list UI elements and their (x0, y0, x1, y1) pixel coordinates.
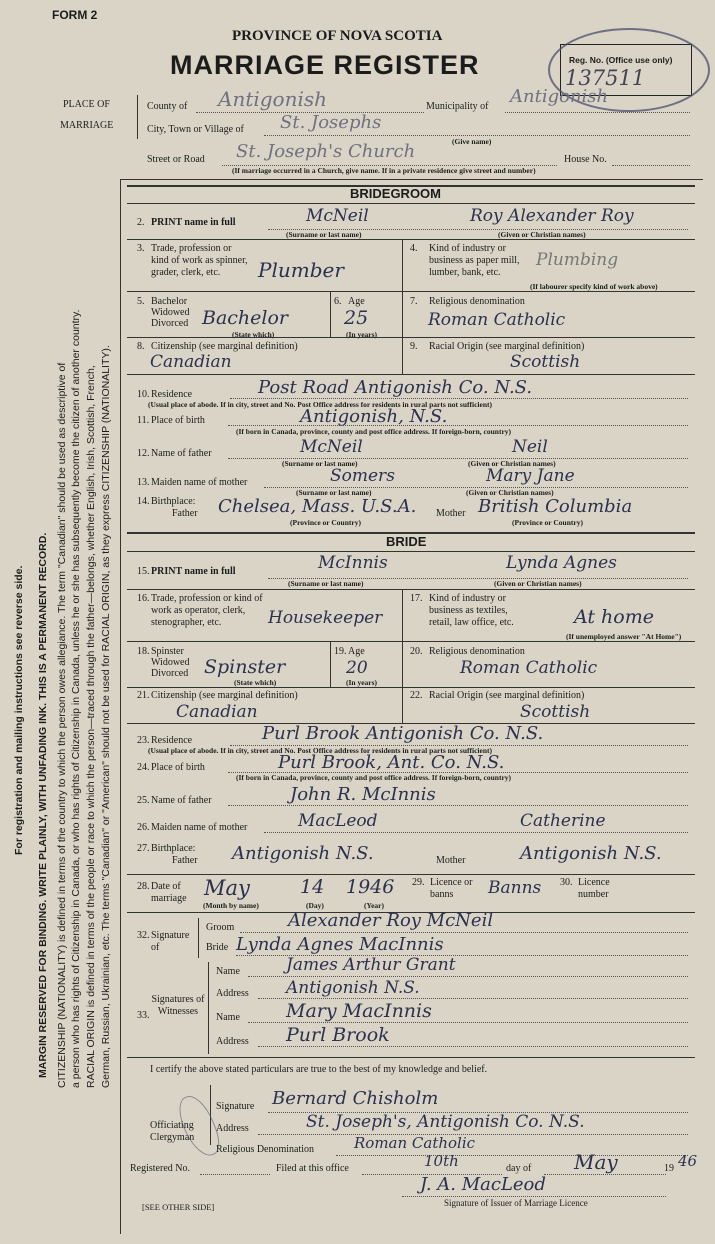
m-w1-addr-label: Address (216, 988, 249, 999)
g-n6: 6. (334, 296, 342, 307)
g-given: Roy Alexander Roy (470, 206, 634, 226)
m-w1-addr-line (258, 998, 688, 999)
m-clergy-addr: St. Joseph's, Antigonish Co. N.S. (306, 1112, 585, 1132)
b-father-birth: Antigonish N.S. (232, 843, 374, 864)
g-trade-label: Trade, profession or kind of work as spinner, grader, clerk, etc. (151, 243, 248, 278)
m-bride-label: Bride (206, 942, 229, 953)
g-trade: Plumber (258, 258, 344, 282)
g-n3: 3. (137, 243, 145, 254)
m-signature-label: Signature of (151, 930, 190, 953)
rule (402, 589, 403, 641)
house-line (612, 165, 690, 166)
m-filed-year: 46 (678, 1152, 698, 1170)
g-religion-label: Religious denomination (429, 296, 525, 307)
city-label: City, Town or Village of (147, 124, 244, 135)
b-racial: Scottish (520, 702, 591, 722)
b-n26: 26. (137, 822, 150, 833)
margin-line-6: German, Russian, Ukrainian, etc. The terms "Canadian" or "American" should not be used for RACIAL ORIGIN, as they express CITIZENSHIP (NATIONALITY). (100, 345, 112, 1088)
b-n18: 18. (137, 646, 150, 657)
city-line (264, 135, 690, 136)
m-registered-line (200, 1174, 270, 1175)
m-w2-name-label: Name (216, 1012, 240, 1023)
m-bride-sig: Lynda Agnes MacInnis (236, 934, 444, 955)
m-clergy-sig: Bernard Chisholm (272, 1088, 439, 1109)
m-issuer-line (402, 1196, 666, 1197)
b-n21: 21. (137, 690, 150, 701)
b-surname: McInnis (318, 553, 388, 573)
m-month-hint: (Month by name) (203, 901, 259, 910)
b-birth-label: Place of birth (151, 762, 205, 773)
rule (127, 687, 695, 688)
m-n28: 28. (137, 881, 150, 892)
g-mother-surname-hint: (Surname or last name) (296, 488, 372, 497)
b-trade-label: Trade, profession or kind of work as operator, clerk, stenographer, etc. (151, 593, 263, 628)
bride-heading: BRIDE (386, 534, 427, 549)
b-industry: At home (574, 606, 654, 628)
m-day-of: day of (506, 1163, 532, 1174)
g-citizenship: Canadian (150, 352, 232, 372)
b-mother-birth: Antigonish N.S. (520, 843, 662, 864)
g-n14: 14. (137, 496, 150, 507)
b-years-hint: (In years) (346, 678, 378, 687)
m-w2-addr-label: Address (216, 1036, 249, 1047)
g-birth-line (228, 425, 688, 426)
rule (402, 291, 403, 337)
g-father-surname: McNeil (300, 437, 363, 457)
b-mother-surname: MacLeod (298, 811, 378, 831)
m-denom-line (336, 1155, 688, 1156)
b-n15: 15. (137, 566, 150, 577)
bridegroom-bottom-rule (127, 203, 695, 204)
street-value: St. Joseph's Church (236, 141, 416, 162)
m-n29: 29. (412, 877, 425, 888)
g-father-word: Father (172, 508, 198, 519)
g-mother-given: Mary Jane (486, 466, 575, 486)
street-label: Street or Road (147, 154, 205, 165)
rule (402, 337, 403, 374)
g-state-hint: (State which) (232, 330, 275, 339)
b-n20: 20. (410, 646, 423, 657)
margin-line-3: CITIZENSHIP (NATIONALITY) is defined in terms of the country to which the person owes allegiance. The term "Canadian" should be used as descriptive of (56, 362, 68, 1088)
b-residence-label: Residence (151, 735, 193, 746)
b-racial-label: Racial Origin (see marginal definition) (429, 690, 585, 701)
b-n24: 24. (137, 762, 150, 773)
m-filed-month: May (574, 1150, 618, 1174)
m-n32: 32. (137, 930, 150, 941)
m-groom-sig: Alexander Roy McNeil (288, 910, 494, 931)
g-n7: 7. (410, 296, 418, 307)
b-state-hint: (State which) (234, 678, 277, 687)
county-label: County of (147, 101, 188, 112)
margin-line-4: a person who has rights of Citizenship in Canada, or who has rights of Citizenship in Canada, unless he or she has subsequently become the citizen of another country. (70, 309, 82, 1088)
m-w1-name: James Arthur Grant (286, 955, 456, 975)
county-value: Antigonish (218, 87, 328, 111)
bride-bottom-rule (127, 551, 695, 552)
rule (127, 589, 695, 590)
m-groom-line (240, 932, 688, 933)
g-n2: 2. (137, 217, 145, 228)
b-birthplace-label: Birthplace: (151, 843, 196, 854)
m-officiating-label: Officiating Clergyman (150, 1120, 195, 1143)
b-surname-hint: (Surname or last name) (288, 579, 364, 588)
m-certify: I certify the above stated particulars are true to the best of my knowledge and belief. (150, 1064, 488, 1075)
reg-number-label: Reg. No. (Office use only) (569, 55, 673, 65)
g-racial: Scottish (510, 352, 581, 372)
rule (127, 337, 695, 338)
g-age: 25 (344, 307, 369, 329)
b-religion: Roman Catholic (460, 658, 598, 678)
g-n13: 13. (137, 477, 150, 488)
b-birth-hint: (If born in Canada, province, county and post office address. If foreign-born, country) (236, 773, 512, 782)
form-number: FORM 2 (52, 8, 98, 22)
m-n30: 30. (560, 877, 573, 888)
b-n22: 22. (410, 690, 423, 701)
g-print-label: PRINT name in full (151, 217, 236, 228)
rule (402, 641, 403, 687)
m-denom-label: Religious Denomination (216, 1144, 315, 1155)
b-n25: 25. (137, 795, 150, 806)
g-mother-given-hint: (Given or Christian names) (466, 488, 554, 497)
rule (402, 239, 403, 291)
municipality-line (505, 112, 690, 113)
g-industry-label: Kind of industry or business as paper mill, lumber, bank, etc. (429, 243, 520, 278)
b-given-hint: (Given or Christian names) (494, 579, 582, 588)
g-industry: Plumbing (536, 250, 619, 270)
g-father-given-hint: (Given or Christian names) (468, 459, 556, 468)
m-registered-label: Registered No. (130, 1163, 190, 1174)
reg-number-value: 137511 (565, 66, 646, 90)
g-surname: McNeil (306, 206, 369, 226)
b-print-label: PRINT name in full (151, 566, 236, 577)
b-age: 20 (346, 658, 368, 678)
m-licence: Banns (488, 878, 542, 898)
g-status: Bachelor (202, 307, 289, 329)
rule (402, 687, 403, 723)
m-day-hint: (Day) (306, 901, 324, 910)
g-father-label: Name of father (151, 448, 212, 459)
b-n23: 23. (137, 735, 150, 746)
b-father: John R. McInnis (290, 784, 436, 805)
b-status-label: Spinster Widowed Divorced (151, 646, 190, 679)
g-father-birth: Chelsea, Mass. U.S.A. (218, 496, 417, 517)
page-title: MARRIAGE REGISTER (170, 50, 480, 80)
g-father-prov-hint: (Province or Country) (290, 518, 361, 527)
g-citizenship-label: Citizenship (see marginal definition) (151, 341, 298, 352)
place-bracket (137, 95, 138, 139)
m-w1-name-label: Name (216, 966, 240, 977)
g-father-surname-hint: (Surname or last name) (282, 459, 358, 468)
b-n27: 27. (137, 843, 150, 854)
place-note: (If marriage occurred in a Church, give name. If in a private residence give street and number) (232, 166, 536, 175)
g-residence-hint: (Usual place of abode. If in city, street and No. Post Office address for residents in rural parts not sufficient) (148, 400, 493, 409)
margin-line-5: RACIAL ORIGIN is defined in terms of the people or race to which the person—traced through the father—belongs, whether English, Irish, Scottish, French, (85, 365, 97, 1088)
g-n9: 9. (410, 341, 418, 352)
m-month: May (204, 876, 250, 900)
g-father-given: Neil (512, 437, 548, 457)
b-n17: 17. (410, 593, 423, 604)
b-n16: 16. (137, 593, 150, 604)
b-residence-hint: (Usual place of abode. If in city, street and No. Post Office address for residents in rural parts not sufficient) (148, 746, 493, 755)
g-age-label: Age (348, 296, 365, 307)
rule (208, 962, 209, 1054)
m-w2-name-line (248, 1022, 688, 1023)
g-n8: 8. (137, 341, 145, 352)
b-citizenship: Canadian (176, 702, 258, 722)
g-surname-hint: (Surname or last name) (286, 230, 362, 239)
b-given: Lynda Agnes (506, 553, 617, 573)
g-years-hint: (In years) (346, 330, 378, 339)
b-residence: Purl Brook Antigonish Co. N.S. (262, 723, 544, 744)
g-mother-surname: Somers (330, 466, 395, 486)
b-birth: Purl Brook, Ant. Co. N.S. (278, 752, 505, 773)
g-religion: Roman Catholic (428, 310, 566, 330)
g-birth-hint: (If born in Canada, province, county and post office address. If foreign-born, country) (236, 427, 512, 436)
b-trade: Housekeeper (268, 608, 383, 628)
m-filed-year-prefix: 19 (664, 1163, 674, 1174)
give-name-hint: (Give name) (452, 137, 492, 146)
m-sig-label: Signature (216, 1101, 255, 1112)
b-religion-label: Religious denomination (429, 646, 525, 657)
g-birth: Antigonish, N.S. (300, 406, 448, 427)
g-racial-label: Racial Origin (see marginal definition) (429, 341, 585, 352)
province-title: PROVINCE OF NOVA SCOTIA (232, 28, 443, 44)
g-birth-label: Place of birth (151, 415, 205, 426)
g-residence: Post Road Antigonish Co. N.S. (258, 377, 533, 398)
place-label-1: PLACE OF (63, 99, 110, 110)
rule (127, 874, 695, 875)
g-residence-label: Residence (151, 389, 193, 400)
b-status: Spinster (204, 656, 286, 678)
b-father-line (228, 805, 688, 806)
m-day: 14 (300, 876, 325, 898)
m-issuer-sig: J. A. MacLeod (420, 1174, 546, 1195)
m-year: 1946 (346, 876, 395, 898)
b-mother-word: Mother (436, 855, 466, 866)
place-label-2: MARRIAGE (60, 120, 114, 131)
margin-line-1: For registration and mailing instructions see reverse side. (13, 565, 25, 855)
m-clergy-denom: Roman Catholic (354, 1134, 476, 1152)
margin-line-2: MARGIN RESERVED FOR BINDING. WRITE PLAINLY, WITH UNFADING INK. THIS IS A PERMANENT RECORD. (37, 532, 49, 1078)
m-see-other: [SEE OTHER SIDE] (142, 1202, 215, 1212)
b-industry-label: Kind of industry or business as textiles, retail, law office, etc. (429, 593, 514, 628)
b-age-label: Age (348, 646, 365, 657)
house-label: House No. (564, 154, 607, 165)
g-n5: 5. (137, 296, 145, 307)
municipality-value: Antigonish (510, 86, 609, 107)
m-date-label: Date of marriage (151, 881, 187, 904)
b-industry-hint: (If unemployed answer "At Home") (566, 632, 682, 641)
city-value: St. Josephs (280, 112, 382, 133)
g-mother-word: Mother (436, 508, 466, 519)
m-witness-label: Signatures of Witnesses (151, 994, 205, 1017)
g-mother-label: Maiden name of mother (151, 477, 248, 488)
g-n12: 12. (137, 448, 150, 459)
bridegroom-heading: BRIDEGROOM (350, 186, 441, 201)
b-mother-line (264, 832, 688, 833)
b-citizenship-label: Citizenship (see marginal definition) (151, 690, 298, 701)
m-year-hint: (Year) (364, 901, 384, 910)
g-status-label: Bachelor Widowed Divorced (151, 296, 190, 329)
g-n10: 10. (137, 389, 150, 400)
m-issuer-label: Signature of Issuer of Marriage Licence (444, 1198, 588, 1208)
g-birthplace-label: Birthplace: (151, 496, 196, 507)
b-mother-given: Catherine (520, 811, 606, 831)
m-licence-label: Licence or banns (430, 877, 473, 900)
g-n11: 11. (137, 415, 150, 426)
m-w1-name-line (248, 976, 688, 977)
g-given-hint: (Given or Christian names) (498, 230, 586, 239)
rule (127, 641, 695, 642)
g-residence-line (230, 398, 688, 399)
g-n4: 4. (410, 243, 418, 254)
b-father-word: Father (172, 855, 198, 866)
m-clergy-addr-label: Address (216, 1123, 249, 1134)
m-w2-name: Mary MacInnis (286, 1000, 432, 1022)
m-w2-addr-line (258, 1046, 688, 1047)
m-w1-addr: Antigonish N.S. (286, 978, 420, 998)
rule (127, 239, 695, 240)
rule (127, 1057, 695, 1058)
rule (330, 291, 331, 337)
g-mother-birth: British Columbia (478, 496, 633, 517)
municipality-label: Municipality of (426, 101, 489, 112)
m-groom-label: Groom (206, 922, 235, 933)
m-w2-addr: Purl Brook (286, 1024, 390, 1046)
b-mother-label: Maiden name of mother (151, 822, 248, 833)
m-n33: 33. (137, 1010, 150, 1021)
m-filed-day: 10th (424, 1152, 459, 1170)
rule (127, 291, 695, 292)
m-filed-month-line (544, 1174, 666, 1175)
rule (330, 641, 331, 687)
b-father-label: Name of father (151, 795, 212, 806)
rule (127, 374, 695, 375)
m-licence-no-label: Licence number (578, 877, 610, 900)
g-industry-hint: (If labourer specify kind of work above) (530, 282, 658, 291)
m-filed-label: Filed at this office (276, 1163, 349, 1174)
rule (198, 918, 199, 958)
g-mother-prov-hint: (Province or Country) (512, 518, 583, 527)
b-n19: 19. (334, 646, 347, 657)
